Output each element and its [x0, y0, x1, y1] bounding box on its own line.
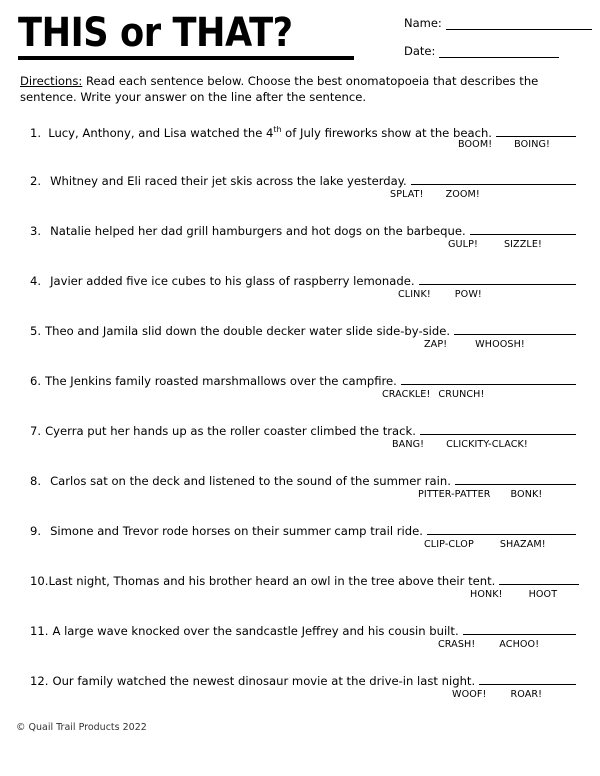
directions-block [20, 74, 580, 105]
name-input-line[interactable] [446, 18, 592, 30]
answer-option[interactable]: CRACKLE! [382, 389, 431, 400]
answer-option[interactable]: ROAR! [510, 689, 543, 700]
question-number: 5. [30, 324, 42, 338]
name-date-block [404, 16, 594, 72]
answer-options [438, 639, 539, 651]
answer-option[interactable]: SHAZAM! [499, 539, 546, 550]
question-number: 10. [30, 574, 49, 588]
answer-option[interactable]: WHOOSH! [475, 339, 525, 350]
question-text: Simone and Trevor rode horses on their summer camp trail ride. [50, 524, 423, 538]
answer-option[interactable]: CLIP-CLOP [424, 539, 474, 550]
question-number: 8. [30, 474, 42, 488]
question-item [0, 572, 600, 622]
answer-option[interactable]: ACHOO! [499, 639, 540, 650]
answer-option[interactable]: BONK! [510, 489, 543, 500]
question-text: A large wave knocked over the sandcastle Jeffrey and his cousin built. [52, 624, 459, 638]
answer-blank-line[interactable] [455, 472, 576, 485]
answer-option[interactable]: CLINK! [398, 289, 431, 300]
answer-option[interactable]: CLICKITY-CLACK! [446, 439, 528, 450]
name-row [404, 16, 594, 30]
answer-blank-line[interactable] [411, 172, 576, 185]
question-number: 11. [30, 624, 49, 638]
question-text: Javier added five ice cubes to his glass of raspberry lemonade. [50, 274, 415, 288]
answer-blank-line[interactable] [479, 672, 576, 685]
answer-option[interactable]: POW! [454, 289, 482, 300]
answer-options [448, 239, 542, 251]
answer-option[interactable]: CRUNCH! [438, 389, 485, 400]
question-text: Theo and Jamila slid down the double decker water slide side-by-side. [45, 324, 451, 338]
answer-options [418, 489, 542, 501]
question-number: 3. [30, 224, 42, 238]
question-line [30, 422, 576, 439]
question-line [30, 222, 576, 239]
answer-blank-line[interactable] [496, 124, 576, 137]
page-title: THIS or THAT? [18, 10, 293, 56]
answer-options [424, 539, 546, 551]
question-line [30, 622, 576, 639]
answer-option[interactable]: ZAP! [424, 339, 448, 350]
directions-label: Directions: [20, 74, 83, 88]
answer-option[interactable]: BOOM! [458, 139, 493, 150]
answer-option[interactable]: HONK! [470, 589, 503, 600]
question-text: Last night, Thomas and his brother heard an owl in the tree above their tent. [48, 574, 496, 588]
question-line [30, 672, 576, 689]
question-item [0, 522, 600, 572]
question-text: Our family watched the newest dinosaur movie at the drive-in last night. [52, 674, 476, 688]
answer-option[interactable]: GULP! [448, 239, 478, 250]
answer-option[interactable]: BOING! [514, 139, 550, 150]
answer-blank-line[interactable] [499, 572, 579, 585]
directions-text: Read each sentence below. Choose the best onomatopoeia that describes the sentence. Write your answer on the line after the sentence. [20, 74, 539, 104]
answer-options [452, 689, 542, 701]
answer-option[interactable]: PITTER-PATTER [418, 489, 491, 500]
answer-blank-line[interactable] [470, 222, 576, 235]
answer-blank-line[interactable] [454, 322, 576, 335]
question-line [30, 172, 576, 189]
question-item [0, 222, 600, 272]
answer-option[interactable]: CRASH! [438, 639, 476, 650]
question-line [30, 572, 576, 589]
question-line [30, 372, 576, 389]
title-underline-rule [18, 56, 354, 60]
question-number: 2. [30, 174, 42, 188]
question-item [0, 322, 600, 372]
answer-blank-line[interactable] [463, 622, 576, 635]
answer-blank-line[interactable] [419, 272, 576, 285]
answer-options [390, 189, 480, 201]
answer-blank-line[interactable] [401, 372, 576, 385]
date-label: Date: [404, 44, 436, 58]
answer-option[interactable]: WOOF! [452, 689, 487, 700]
date-row [404, 44, 594, 58]
question-item [0, 272, 600, 322]
answer-option[interactable]: SPLAT! [390, 189, 424, 200]
date-input-line[interactable] [439, 46, 559, 58]
question-number: 7. [30, 424, 42, 438]
answer-options [470, 589, 557, 601]
question-line [30, 522, 576, 539]
question-text: Lucy, Anthony, and Lisa watched the 4th of July fireworks show at the beach. [48, 125, 492, 140]
question-number: 4. [30, 274, 42, 288]
question-item [0, 372, 600, 422]
question-item [0, 472, 600, 522]
title-block [18, 12, 388, 60]
answer-option[interactable]: SIZZLE! [503, 239, 542, 250]
name-label: Name: [404, 16, 442, 30]
answer-option[interactable]: ZOOM! [445, 189, 480, 200]
answer-blank-line[interactable] [420, 422, 576, 435]
answer-options [458, 139, 550, 151]
question-text: Cyerra put her hands up as the roller coaster climbed the track. [45, 424, 416, 438]
answer-options [382, 389, 484, 401]
answer-options [424, 339, 525, 351]
ordinal-superscript: th [273, 125, 282, 134]
answer-option[interactable]: HOOT [528, 589, 558, 600]
question-text: Carlos sat on the deck and listened to the sound of the summer rain. [50, 474, 451, 488]
answer-option[interactable]: BANG! [392, 439, 425, 450]
question-item [0, 422, 600, 472]
question-number: 1. [30, 125, 42, 140]
question-item [0, 122, 600, 172]
question-number: 9. [30, 524, 42, 538]
worksheet-header [0, 0, 600, 70]
answer-options [398, 289, 482, 301]
question-item [0, 172, 600, 222]
questions-list [0, 122, 600, 722]
answer-options [392, 439, 528, 451]
question-line [30, 472, 576, 489]
question-text: Natalie helped her dad grill hamburgers and hot dogs on the barbeque. [50, 224, 466, 238]
question-text: Whitney and Eli raced their jet skis across the lake yesterday. [50, 174, 407, 188]
question-number: 6. [30, 374, 42, 388]
question-number: 12. [30, 674, 49, 688]
question-line [30, 272, 576, 289]
question-item [0, 622, 600, 672]
answer-blank-line[interactable] [427, 522, 576, 535]
question-text: The Jenkins family roasted marshmallows over the campfire. [45, 374, 397, 388]
question-line [30, 322, 576, 339]
footer-copyright: © Quail Trail Products 2022 [16, 722, 147, 733]
question-item [0, 672, 600, 722]
